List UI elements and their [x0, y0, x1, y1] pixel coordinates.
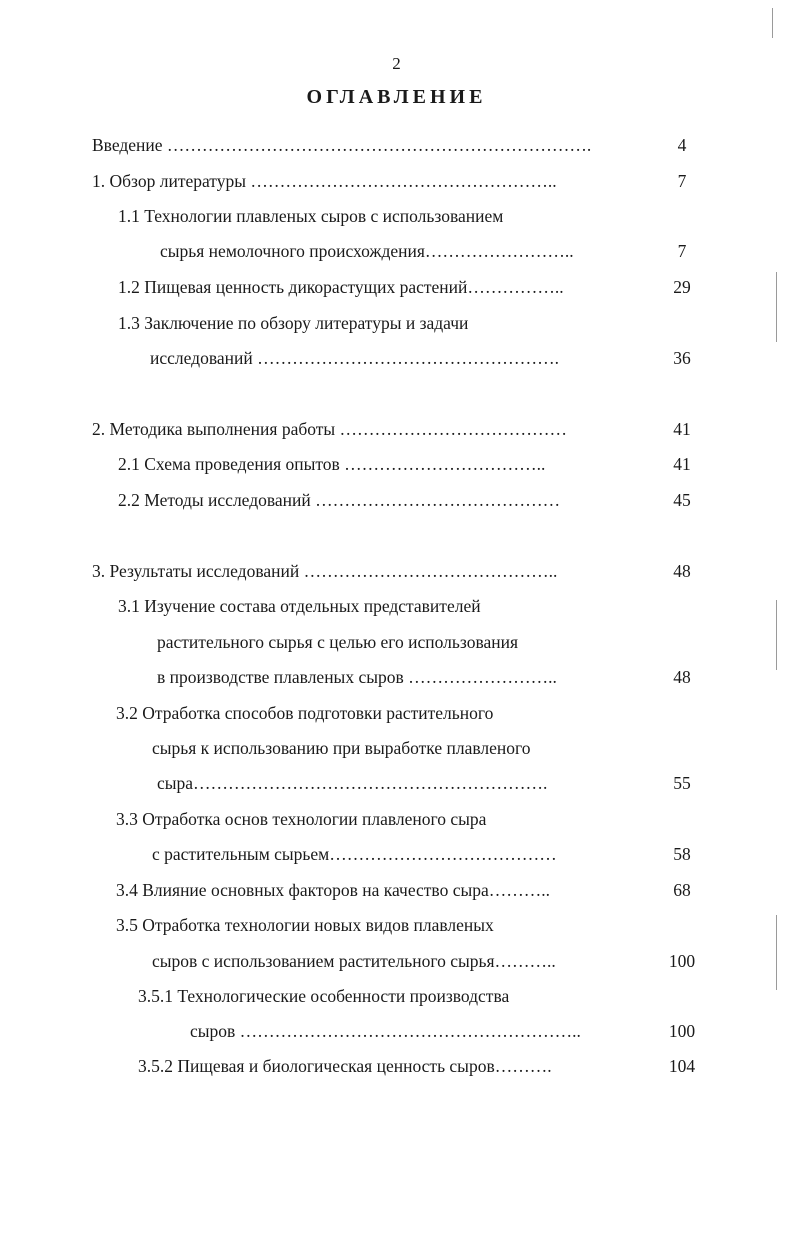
scan-mark — [776, 272, 777, 342]
toc-entry-text: 3.2 Отработка способов подготовки растительного — [116, 703, 494, 723]
scan-mark — [776, 600, 777, 670]
toc-entry-text: в производстве плавленых сыров …………………….. — [157, 667, 557, 687]
toc-entry-page: 41 — [673, 454, 691, 474]
toc-entry-text: 2.2 Методы исследований …………………………………… — [118, 490, 561, 510]
toc-entry-text: 2.1 Схема проведения опытов …………………………….. — [118, 454, 546, 474]
toc-entry-text: 3. Результаты исследований …………………………………….. — [92, 561, 558, 581]
toc-entry-text: исследований ……………………………………………. — [150, 348, 559, 368]
toc-entry-page: 48 — [673, 667, 691, 687]
toc-entry-page: 41 — [673, 419, 691, 439]
toc-entry-text: 3.1 Изучение состава отдельных представителей — [118, 596, 481, 616]
page-number: 2 — [392, 54, 401, 73]
toc-entry-page: 68 — [673, 880, 691, 900]
toc-entry-page: 55 — [673, 773, 691, 793]
toc-entry-text: сырья к использованию при выработке плавленого — [152, 738, 531, 758]
toc-entry-page: 45 — [673, 490, 691, 510]
toc-entry-page: 4 — [677, 135, 687, 155]
toc-entry-text: 3.5.2 Пищевая и биологическая ценность сыров………. — [138, 1056, 552, 1076]
toc-entry-page: 29 — [673, 277, 691, 297]
toc-entry-text: 1.3 Заключение по обзору литературы и задачи — [118, 313, 469, 333]
toc-entry-text: 1.2 Пищевая ценность дикорастущих растений…………….. — [118, 277, 564, 297]
toc-entry-text: 3.3 Отработка основ технологии плавленого сыра — [116, 809, 487, 829]
toc-entry-text: сырья немолочного происхождения…………………….. — [160, 241, 574, 261]
toc-entry-text: 3.4 Влияние основных факторов на качество сыра……….. — [116, 880, 550, 900]
toc-entry-page: 7 — [677, 171, 687, 191]
toc-entry-text: Введение ………………………………………………………………. — [92, 135, 592, 155]
toc-entry-text: сыров ………………………………………………….. — [190, 1021, 581, 1041]
page-title: ОГЛАВЛЕНИЕ — [306, 86, 487, 108]
toc-entry-page: 104 — [668, 1056, 696, 1076]
scan-mark — [772, 8, 773, 38]
toc-entry-page: 7 — [677, 241, 687, 261]
toc-entry-page: 48 — [673, 561, 691, 581]
toc-entry-text: 1.1 Технологии плавленых сыров с использованием — [118, 206, 504, 226]
toc-entry-text: 2. Методика выполнения работы ………………………………… — [92, 419, 568, 439]
toc-entry-page: 58 — [673, 844, 691, 864]
toc-entry-page: 36 — [673, 348, 691, 368]
toc-entry-text: 1. Обзор литературы …………………………………………….. — [92, 171, 557, 191]
toc-entry-page: 100 — [668, 951, 696, 971]
toc-entry-text: с растительным сырьем………………………………… — [152, 844, 557, 864]
toc-entry-text: сыров с использованием растительного сырья……….. — [152, 951, 556, 971]
toc-entry-text: растительного сырья с целью его использования — [157, 632, 519, 652]
toc-entry-text: 3.5 Отработка технологии новых видов плавленых — [116, 915, 494, 935]
toc-entry-text: 3.5.1 Технологические особенности производства — [138, 986, 510, 1006]
toc-entry-page: 100 — [668, 1021, 696, 1041]
scan-mark — [776, 915, 777, 990]
toc-entry-text: сыра……………………………………………………. — [157, 773, 548, 793]
